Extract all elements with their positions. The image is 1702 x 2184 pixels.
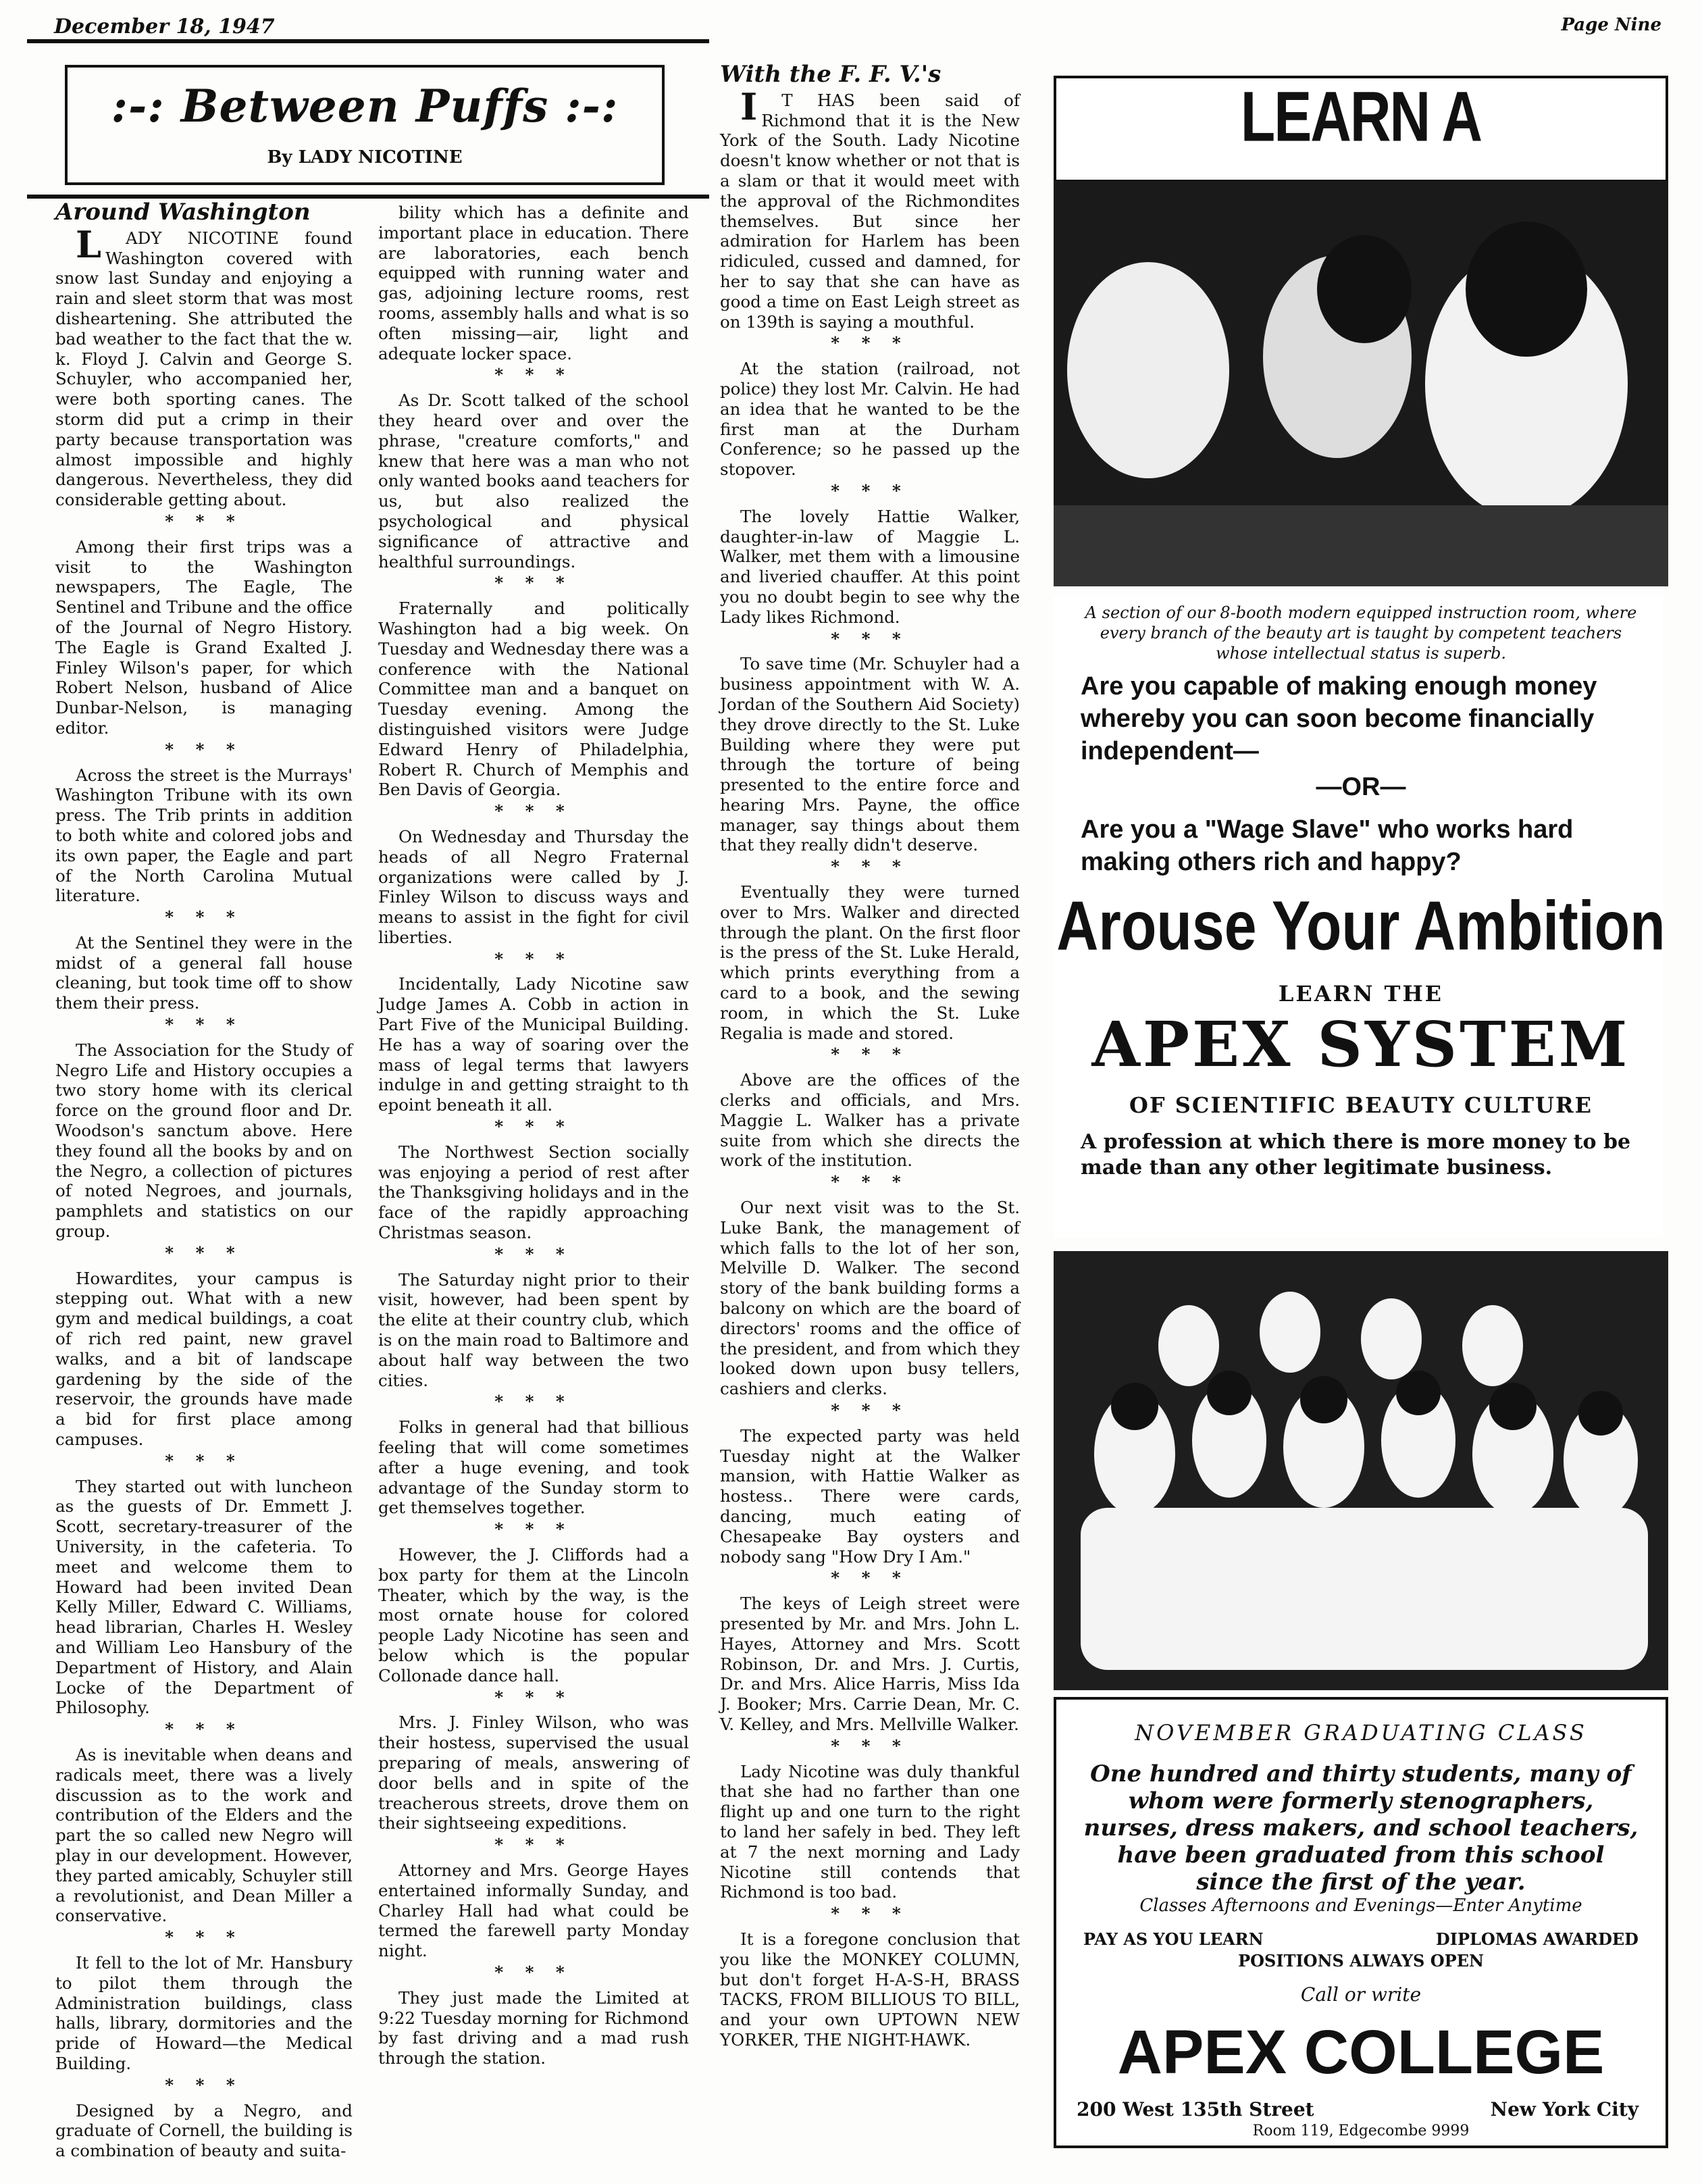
- scientific-beauty-culture: OF SCIENTIFIC BEAUTY CULTURE: [1129, 1092, 1593, 1118]
- diplomas-awarded: DIPLOMAS AWARDED: [1435, 1929, 1639, 1949]
- column-byline: By LADY NICOTINE: [267, 147, 463, 168]
- college-room: Room 119, Edgecombe 9999: [1252, 2123, 1470, 2139]
- section-separator: * * *: [831, 1044, 909, 1065]
- pay-as-you-learn: PAY AS YOU LEARN: [1083, 1929, 1264, 1949]
- section-subhead: With the F. F. V.'s: [720, 61, 942, 88]
- section-separator: * * *: [494, 365, 573, 385]
- apex-advertisement: [1054, 76, 1668, 2143]
- section-separator: * * *: [831, 1904, 909, 1924]
- graduating-class-text: One hundred and thirty students, many of whom were formerly stenographers, nurses, dress makers, and school teachers, have been graduated from this school since the first of the year.: [1083, 1760, 1639, 1896]
- section-separator: * * *: [494, 1519, 573, 1540]
- profession-tagline: A profession at which there is more money to be made than any other legitimate business.: [1081, 1130, 1631, 1179]
- apex-system: APEX SYSTEM: [1091, 1008, 1630, 1081]
- paragraph: It is a foregone conclusion that you like the MONKEY COLUMN, but don't forget H-A-S-H, BRASS TACKS, FROM BILLIOUS TO BILL, and your own UPTOWN NEW YORKER, THE NIGHT-HAWK.: [720, 1929, 1020, 2050]
- paragraph: bility which has a definite and important place in education. There are laboratories, each bench equipped with running water and gas, adjoining lecture rooms, rest rooms, assembly halls and what is so often missing—air, light and adequate locker space.: [378, 203, 690, 363]
- column-body: [720, 84, 1020, 2050]
- call-or-write: Call or write: [1300, 1983, 1422, 2006]
- apex-college: APEX COLLEGE: [1117, 2018, 1605, 2087]
- paragraph: The expected party was held Tuesday night at the Walker mansion, with Hattie Walker as hostess.. There were cards, dancing, much eating of Chesapeake Bay oysters and nobody sang "How Dry I Am.": [720, 1425, 1020, 1567]
- arouse-headline: Arouse Your Ambition: [1056, 887, 1666, 965]
- article-column-2: [378, 203, 689, 2070]
- ad-copy: [1054, 596, 1666, 1238]
- section-separator: * * *: [494, 1117, 573, 1137]
- section-separator: * * *: [494, 1392, 573, 1412]
- paragraph: Mrs. J. Finley Wilson, who was their hostess, supervised the usual preparing of meals, answering of door bells and in spite of the treacherous streets, drove them on their sightseeing expeditions.: [378, 1712, 689, 1833]
- page-number: Page Nine: [1561, 15, 1661, 35]
- paragraph: The keys of Leigh street were presented by Mr. and Mrs. John L. Hayes, Attorney and Mrs. Scott Robinson, Dr. and Mrs. J. Curtis, Dr. and Mrs. Alice Harris, Miss Ida J. Booker; Mrs. Carrie Dean, Mr. C. V. Kelley, and Mrs. Mellville Walker.: [720, 1594, 1020, 1734]
- section-separator: * * *: [831, 1735, 909, 1756]
- paragraph: Across the street is the Murrays' Washington Tribune with its own press. The Trib prints in addition to both white and colored jobs and its own paper, the Eagle and part of the North Carolina Mutual literature.: [55, 765, 353, 906]
- paragraph: The Saturday night prior to their visit, however, had been spent by the elite at their country club, which is on the main road to Baltimore and about half way between the two cities.: [378, 1269, 689, 1390]
- section-separator: * * *: [165, 739, 243, 759]
- learn-the: LEARN THE: [1278, 981, 1444, 1007]
- ad-headline: LEARN A: [1240, 76, 1482, 156]
- top-ornament-rule: [27, 39, 709, 43]
- section-separator: * * *: [831, 857, 909, 877]
- class-hours: Classes Afternoons and Evenings—Enter Anytime: [1139, 1896, 1582, 1916]
- graduating-class-box: [1054, 1697, 1668, 2148]
- section-subhead: Around Washington: [55, 199, 311, 226]
- paragraph: At the station (railroad, not police) they lost Mr. Calvin. He had an idea that he wanted to be the first man at the Durham Conference; so he passed up the stopover.: [720, 359, 1020, 480]
- paragraph: At the Sentinel they were in the midst of a general fall house cleaning, but took time off to show them their press.: [55, 932, 353, 1013]
- graduating-class-heading: NOVEMBER GRADUATING CLASS: [1135, 1720, 1587, 1746]
- section-separator: * * *: [494, 1687, 573, 1707]
- paragraph: The Northwest Section socially was enjoying a period of rest after the Thanksgiving holidays and in the face of the rapidly approaching Christmas season.: [378, 1142, 689, 1243]
- section-separator: * * *: [494, 1244, 573, 1264]
- paragraph: Fraternally and politically Washington had a big week. On Tuesday and Wednesday there was a conference with the National Committee man and a banquet on Tuesday evening. Among the distinguished visitors were Judge Edward Henry of Philadelphia, Robert R. Church of Memphis and Ben Davis of Georgia.: [378, 599, 689, 800]
- paragraph: Designed by a Negro, and graduate of Cornell, the building is a combination of beauty and suita-: [55, 2100, 353, 2161]
- paragraph: Eventually they were turned over to Mrs. Walker and directed through the plant. On the first floor is the press of the St. Luke Herald, which prints everything from a card to a book, and the sewing room, in which the St. Luke Regalia is made and stored.: [720, 882, 1020, 1043]
- paragraph: Howardites, your campus is stepping out. What with a new gym and medical buildings, a coat of rich red paint, new gravel walks, and a bit of landscape gardening by the side of the reservoir, the grounds have made a bid for first place among campuses.: [55, 1268, 353, 1450]
- paragraph: Incidentally, Lady Nicotine saw Judge James A. Cobb in action in Part Five of the Municipal Building. He has a way of soaring over the mass of legal terms that lawyers indulge in and getting straight to th epoint beneath it all.: [378, 974, 689, 1115]
- paragraph: LADY NICOTINE found Washington covered with snow last Sunday and enjoying a rain and sleet storm that was most disheartening. She attributed the bad weather to the fact that the w. k. Floyd J. Calvin and George S. Schuyler, who accompanied her, were both sporting canes. The storm did put a crimp in their party because transportation was almost impossible and highly dangerous. Nevertheless, they did considerable getting about.: [55, 222, 353, 510]
- article-column-1: [55, 199, 353, 2162]
- paragraph: Folks in general had that billious feeling that will come sometimes after a huge evening, and took advantage of the Sunday storm to get themselves together.: [378, 1417, 689, 1518]
- paragraph: Attorney and Mrs. George Hayes entertained informally Sunday, and Charley Hall had what could be termed the farewell party Monday night.: [378, 1860, 689, 1961]
- paragraph: The Association for the Study of Negro Life and History occupies a two story home with its clerical force on the ground floor and Dr. Woodson's sanctum above. Here they found all the books by and on the Negro, a collection of pictures of noted Negroes, and journals, pamphlets and statistics on our group.: [55, 1040, 353, 1242]
- section-separator: * * *: [831, 628, 909, 649]
- photo-caption: A section of our 8-booth modern equipped instruction room, where every branch of the beauty art is taught by competent teachers whose intellectual status is superb.: [1085, 603, 1637, 663]
- question-two: Are you a "Wage Slave" who works hard making others rich and happy?: [1081, 815, 1574, 876]
- section-separator: * * *: [831, 1400, 909, 1420]
- paragraph: As is inevitable when deans and radicals meet, there was a lively discussion as to the work and contribution of the Elders and the part the so called new Negro will play in our development. However, they parted amicably, Schuyler still a revolutionist, and Dean Miller a conservative.: [55, 1744, 353, 1926]
- graduating-class-photo: [1054, 1251, 1668, 1690]
- section-separator: * * *: [831, 480, 909, 501]
- college-address: 200 West 135th Street: [1077, 2098, 1314, 2120]
- section-separator: * * *: [494, 801, 573, 821]
- paragraph: They started out with luncheon as the guests of Dr. Emmett J. Scott, secretary-treasurer of the University, in the cafeteria. To meet and welcome them to Howard had been invited Dean Kelly Miller, Edward C. Williams, head librarian, Charles H. Wesley and William Leo Hansbury of the Department of History, and Alain Locke of the Department of Philosophy.: [55, 1476, 353, 1718]
- paragraph: They just made the Limited at 9:22 Tuesday morning for Richmond by fast driving and a mad rush through the station.: [378, 1987, 689, 2068]
- section-separator: * * *: [831, 1172, 909, 1192]
- paragraph: On Wednesday and Thursday the heads of all Negro Fraternal organizations were called by J. Finley Wilson to discuss ways and means to assist in the fight for civil liberties.: [378, 826, 689, 947]
- section-separator: * * *: [165, 511, 243, 531]
- section-separator: * * *: [831, 333, 909, 353]
- section-separator: * * *: [165, 2075, 243, 2095]
- paragraph: The lovely Hattie Walker, daughter-in-law of Maggie L. Walker, met them with a limousine and liveried chauffer. At this point you no doubt begin to see why the Lady likes Richmond.: [720, 506, 1020, 627]
- section-separator: * * *: [165, 907, 243, 928]
- ad-headline-box: [1054, 76, 1668, 182]
- or-divider: —OR—: [1316, 773, 1406, 801]
- section-separator: * * *: [165, 1719, 243, 1739]
- paragraph: It fell to the lot of Mr. Hansbury to pilot them through the Administration buildings, class halls, library, dormitories and the pride of Howard—the Medical Building.: [55, 1952, 353, 2073]
- column-body: [55, 222, 353, 2161]
- section-separator: * * *: [494, 1962, 573, 1982]
- paragraph: As Dr. Scott talked of the school they heard over and over the phrase, "creature comforts," and knew that here was a man who not only wanted books aand teachers for us, but also realized the psychological and physical significance of attractive and healthful surroundings.: [378, 390, 689, 572]
- column-body: [378, 203, 689, 2068]
- positions-open: POSITIONS ALWAYS OPEN: [1238, 1951, 1484, 1971]
- paragraph: IT HAS been said of Richmond that it is the New York of the South. Lady Nicotine doesn't know whether or not that is a slam or that it would meet with the approval of the Richmondites themselves. But since her admiration for Harlem has been ridiculed, cussed and damned, for her to say that she can have as good a time on East Leigh street as on 139th is saying a mouthful.: [720, 84, 1020, 332]
- column-title: :-: Between Puffs :-:: [111, 80, 619, 132]
- section-separator: * * *: [494, 948, 573, 969]
- paragraph: Above are the offices of the clerks and officials, and Mrs. Maggie L. Walker has a private suite from which she directs the work of the institution.: [720, 1070, 1020, 1171]
- paragraph: Our next visit was to the St. Luke Bank, the management of which falls to the lot of her son, Melville D. Walker. The second story of the bank building forms a balcony on which are the board of directors' rooms and the office of the president, and from which they looked down upon busy tellers, cashiers and clerks.: [720, 1198, 1020, 1399]
- section-separator: * * *: [165, 1242, 243, 1263]
- paragraph: Lady Nicotine was duly thankful that she had no farther than one flight up and one turn to the right to land her safely in bed. They left at 7 the next morning and Lady Nicotine still contends that Richmond is too bad.: [720, 1761, 1020, 1902]
- paragraph: Among their first trips was a visit to the Washington newspapers, The Eagle, The Sentinel and Tribune and the office of the Journal of Negro History. The Eagle is Grand Exalted J. Finley Wilson's paper, for which Robert Nelson, husband of Alice Dunbar-Nelson, is managing editor.: [55, 536, 353, 738]
- section-separator: * * *: [831, 1568, 909, 1588]
- section-separator: * * *: [494, 573, 573, 593]
- paragraph: To save time (Mr. Schuyler had a business appointment with W. A. Jordan of the Southern Aid Society) they drove directly to the St. Luke Building where they were put through the torture of being presented to the entire force and hearing Mrs. Payne, the office manager, say things about them that they really didn't deserve.: [720, 654, 1020, 855]
- college-city: New York City: [1490, 2098, 1639, 2120]
- section-separator: * * *: [165, 1450, 243, 1471]
- section-separator: * * *: [165, 1927, 243, 1948]
- question-one: Are you capable of making enough money whereby you can soon become financially independent—: [1081, 672, 1597, 765]
- column-heading-box: [65, 65, 665, 185]
- paragraph: However, the J. Cliffords had a box party for them at the Lincoln Theater, which by the way, is the most ornate house for colored people Lady Nicotine has seen and below which is the popular Collonade dance hall.: [378, 1545, 689, 1685]
- masthead: [27, 9, 1675, 41]
- section-separator: * * *: [165, 1015, 243, 1035]
- issue-date: December 18, 1947: [54, 15, 275, 39]
- section-separator: * * *: [494, 1835, 573, 1855]
- instruction-room-photo: [1054, 181, 1668, 586]
- article-column-3: [720, 61, 1020, 2052]
